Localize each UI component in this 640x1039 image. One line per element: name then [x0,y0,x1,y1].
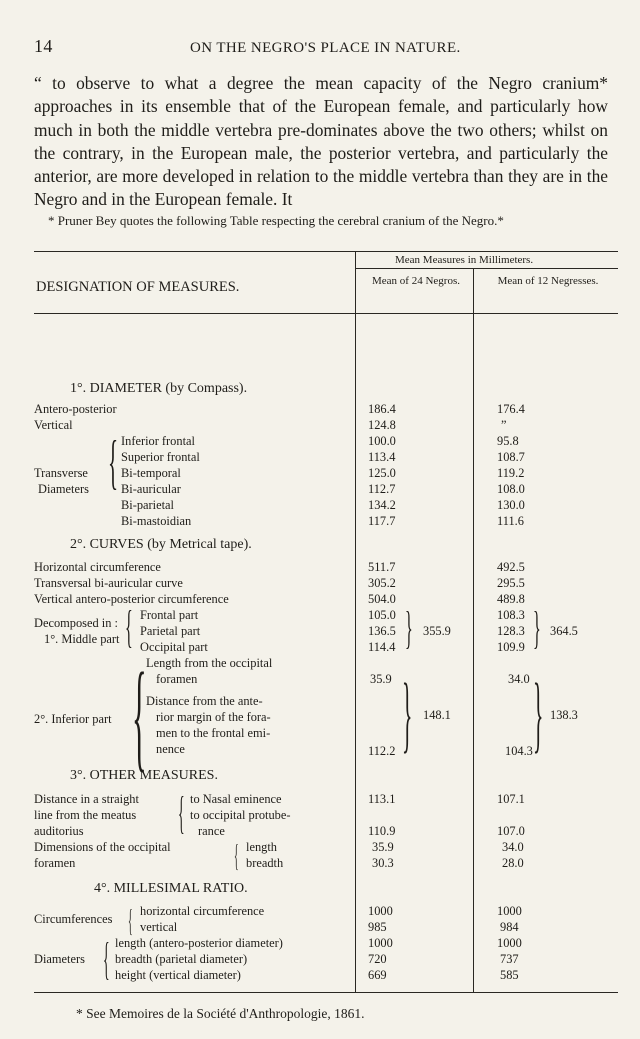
row-label: Vertical [34,418,73,432]
value-cell: 669 [368,968,387,982]
value-cell: 35.9 [370,672,392,686]
row-label: Frontal part [140,608,199,622]
value-cell: 1000 [497,936,522,950]
section-3-title: 3°. OTHER MEASURES. [70,768,218,783]
value-cell: 30.3 [372,856,394,870]
value-cell: 113.4 [368,450,396,464]
brace-icon: { [103,933,110,984]
value-cell: 105.0 [368,608,396,622]
row-label: Bi-auricular [121,482,181,496]
value-cell: 112.2 [368,744,396,758]
negros-col-header: Mean of 24 Negros. [372,275,460,287]
brace-icon: } [533,665,544,761]
value-cell: 128.3 [497,624,525,638]
group-label: Decomposed in : [34,616,118,630]
row-label: foramen [156,672,198,686]
row-label: Bi-temporal [121,466,181,480]
group-label: 1°. Middle part [44,632,120,646]
table-top-rule [34,251,618,252]
value-cell: 492.5 [497,560,525,574]
row-label: height (vertical diameter) [115,968,241,982]
section-2-title: 2°. CURVES (by Metrical tape). [70,537,252,552]
value-cell: 108.0 [497,482,525,496]
row-label: Inferior frontal [121,434,195,448]
value-cell: 108.3 [497,608,525,622]
value-cell: 104.3 [505,744,533,758]
brace-icon: { [178,787,185,838]
value-cell: 100.0 [368,434,396,448]
group-label: Transverse [34,466,88,480]
row-label: horizontal circumference [140,904,265,918]
row-label: Bi-parietal [121,498,174,512]
section-1-title: 1°. DIAMETER (by Compass). [70,381,248,396]
lead-paragraph: “ to observe to what a degree the mean capacity of the Negro cranium* approaches in its ensemble that of the European female, and particularly how much in both the middle vertebra pre-dominates above the two others; whilst on the contrary, in the European male, the posterior vertebra, and particularly the anterior, are more developed in relation to the middle vertebra than they are in the Negro and in the European female. It [34,73,608,210]
row-label: nence [156,742,185,756]
brace-icon: { [128,902,133,938]
value-cell: 295.5 [497,576,525,590]
brace-icon: } [402,665,413,761]
total-cell: 364.5 [550,624,578,638]
value-cell: 134.2 [368,498,396,512]
value-cell: 34.0 [502,840,524,854]
row-label: length [246,840,277,854]
row-label: Antero-posterior [34,402,117,416]
page-number: 14 [34,36,53,56]
group-label: Circumferences [34,912,113,926]
value-cell: 125.0 [368,466,396,480]
value-cell: 1000 [497,904,522,918]
value-cell: 585 [500,968,519,982]
value-cell: ” [501,418,507,432]
bottom-footnote: * See Memoires de la Société d'Anthropologie, 1861. [76,1006,365,1021]
header-bottom-rule [34,313,618,314]
row-label: breadth [246,856,284,870]
value-cell: 108.7 [497,450,525,464]
row-label: Transversal bi-auricular curve [34,576,183,590]
negresses-col-header: Mean of 12 Negresses. [497,275,599,287]
row-label: Distance in a straight [34,792,139,806]
brace-icon: { [234,837,239,873]
designation-header: DESIGNATION OF MEASURES. [36,279,240,295]
brace-icon: } [533,602,541,653]
row-label: Distance from the ante- [146,694,263,708]
value-cell: 130.0 [497,498,525,512]
value-cell: 111.6 [497,514,524,528]
table-intro-footnote: * Pruner Bey quotes the following Table respecting the cerebral cranium of the Negro.* [48,213,504,228]
value-cell: 114.4 [368,640,396,654]
value-cell: 984 [500,920,519,934]
group-header: Mean Measures in Millimeters. [395,254,534,266]
row-label: vertical [140,920,178,934]
value-cell: 35.9 [372,840,394,854]
value-cell: 504.0 [368,592,396,606]
value-cell: 107.1 [497,792,525,806]
total-cell: 148.1 [423,708,451,722]
running-head: ON THE NEGRO'S PLACE IN NATURE. [190,40,461,56]
value-cell: 1000 [368,904,393,918]
row-label: to Nasal eminence [190,792,282,806]
value-cell: 117.7 [368,514,396,528]
row-label: rior margin of the fora- [156,710,271,724]
brace-icon: { [125,601,133,652]
value-cell: 119.2 [497,466,525,480]
total-cell: 355.9 [423,624,451,638]
row-label: line from the meatus [34,808,137,822]
group-header-rule [355,268,618,269]
value-cell: 186.4 [368,402,396,416]
row-label: Vertical antero-posterior circumference [34,592,229,606]
row-label: Length from the occipital [146,656,273,670]
value-cell: 176.4 [497,402,525,416]
table-divider-1 [355,251,356,992]
row-label: breadth (parietal diameter) [115,952,248,966]
row-label: length (antero-posterior diameter) [115,936,283,950]
row-label: Horizontal circumference [34,560,161,574]
group-label: Diameters [34,952,85,966]
row-label: foramen [34,856,76,870]
row-label: Dimensions of the occipital [34,840,171,854]
group-label: Diameters [38,482,89,496]
value-cell: 1000 [368,936,393,950]
table-bottom-rule [34,992,618,993]
brace-icon: } [405,602,413,653]
row-label: Occipital part [140,640,208,654]
value-cell: 109.9 [497,640,525,654]
row-label: men to the frontal emi- [156,726,271,740]
row-label: rance [198,824,225,838]
value-cell: 511.7 [368,560,396,574]
row-label: auditorius [34,824,84,838]
value-cell: 136.5 [368,624,396,638]
row-label: Parietal part [140,624,201,638]
brace-icon: { [132,648,147,783]
row-label: Superior frontal [121,450,200,464]
value-cell: 489.8 [497,592,525,606]
brace-icon: { [108,429,119,495]
value-cell: 110.9 [368,824,396,838]
value-cell: 95.8 [497,434,519,448]
value-cell: 737 [500,952,519,966]
row-label: Bi-mastoidian [121,514,192,528]
value-cell: 28.0 [502,856,524,870]
value-cell: 112.7 [368,482,396,496]
section-4-title: 4°. MILLESIMAL RATIO. [94,881,248,896]
value-cell: 34.0 [508,672,530,686]
value-cell: 113.1 [368,792,396,806]
value-cell: 720 [368,952,387,966]
value-cell: 107.0 [497,824,525,838]
group-label: 2°. Inferior part [34,712,112,726]
row-label: to occipital protube- [190,808,291,822]
value-cell: 305.2 [368,576,396,590]
table-divider-2 [473,269,474,992]
value-cell: 985 [368,920,387,934]
total-cell: 138.3 [550,708,578,722]
value-cell: 124.8 [368,418,396,432]
